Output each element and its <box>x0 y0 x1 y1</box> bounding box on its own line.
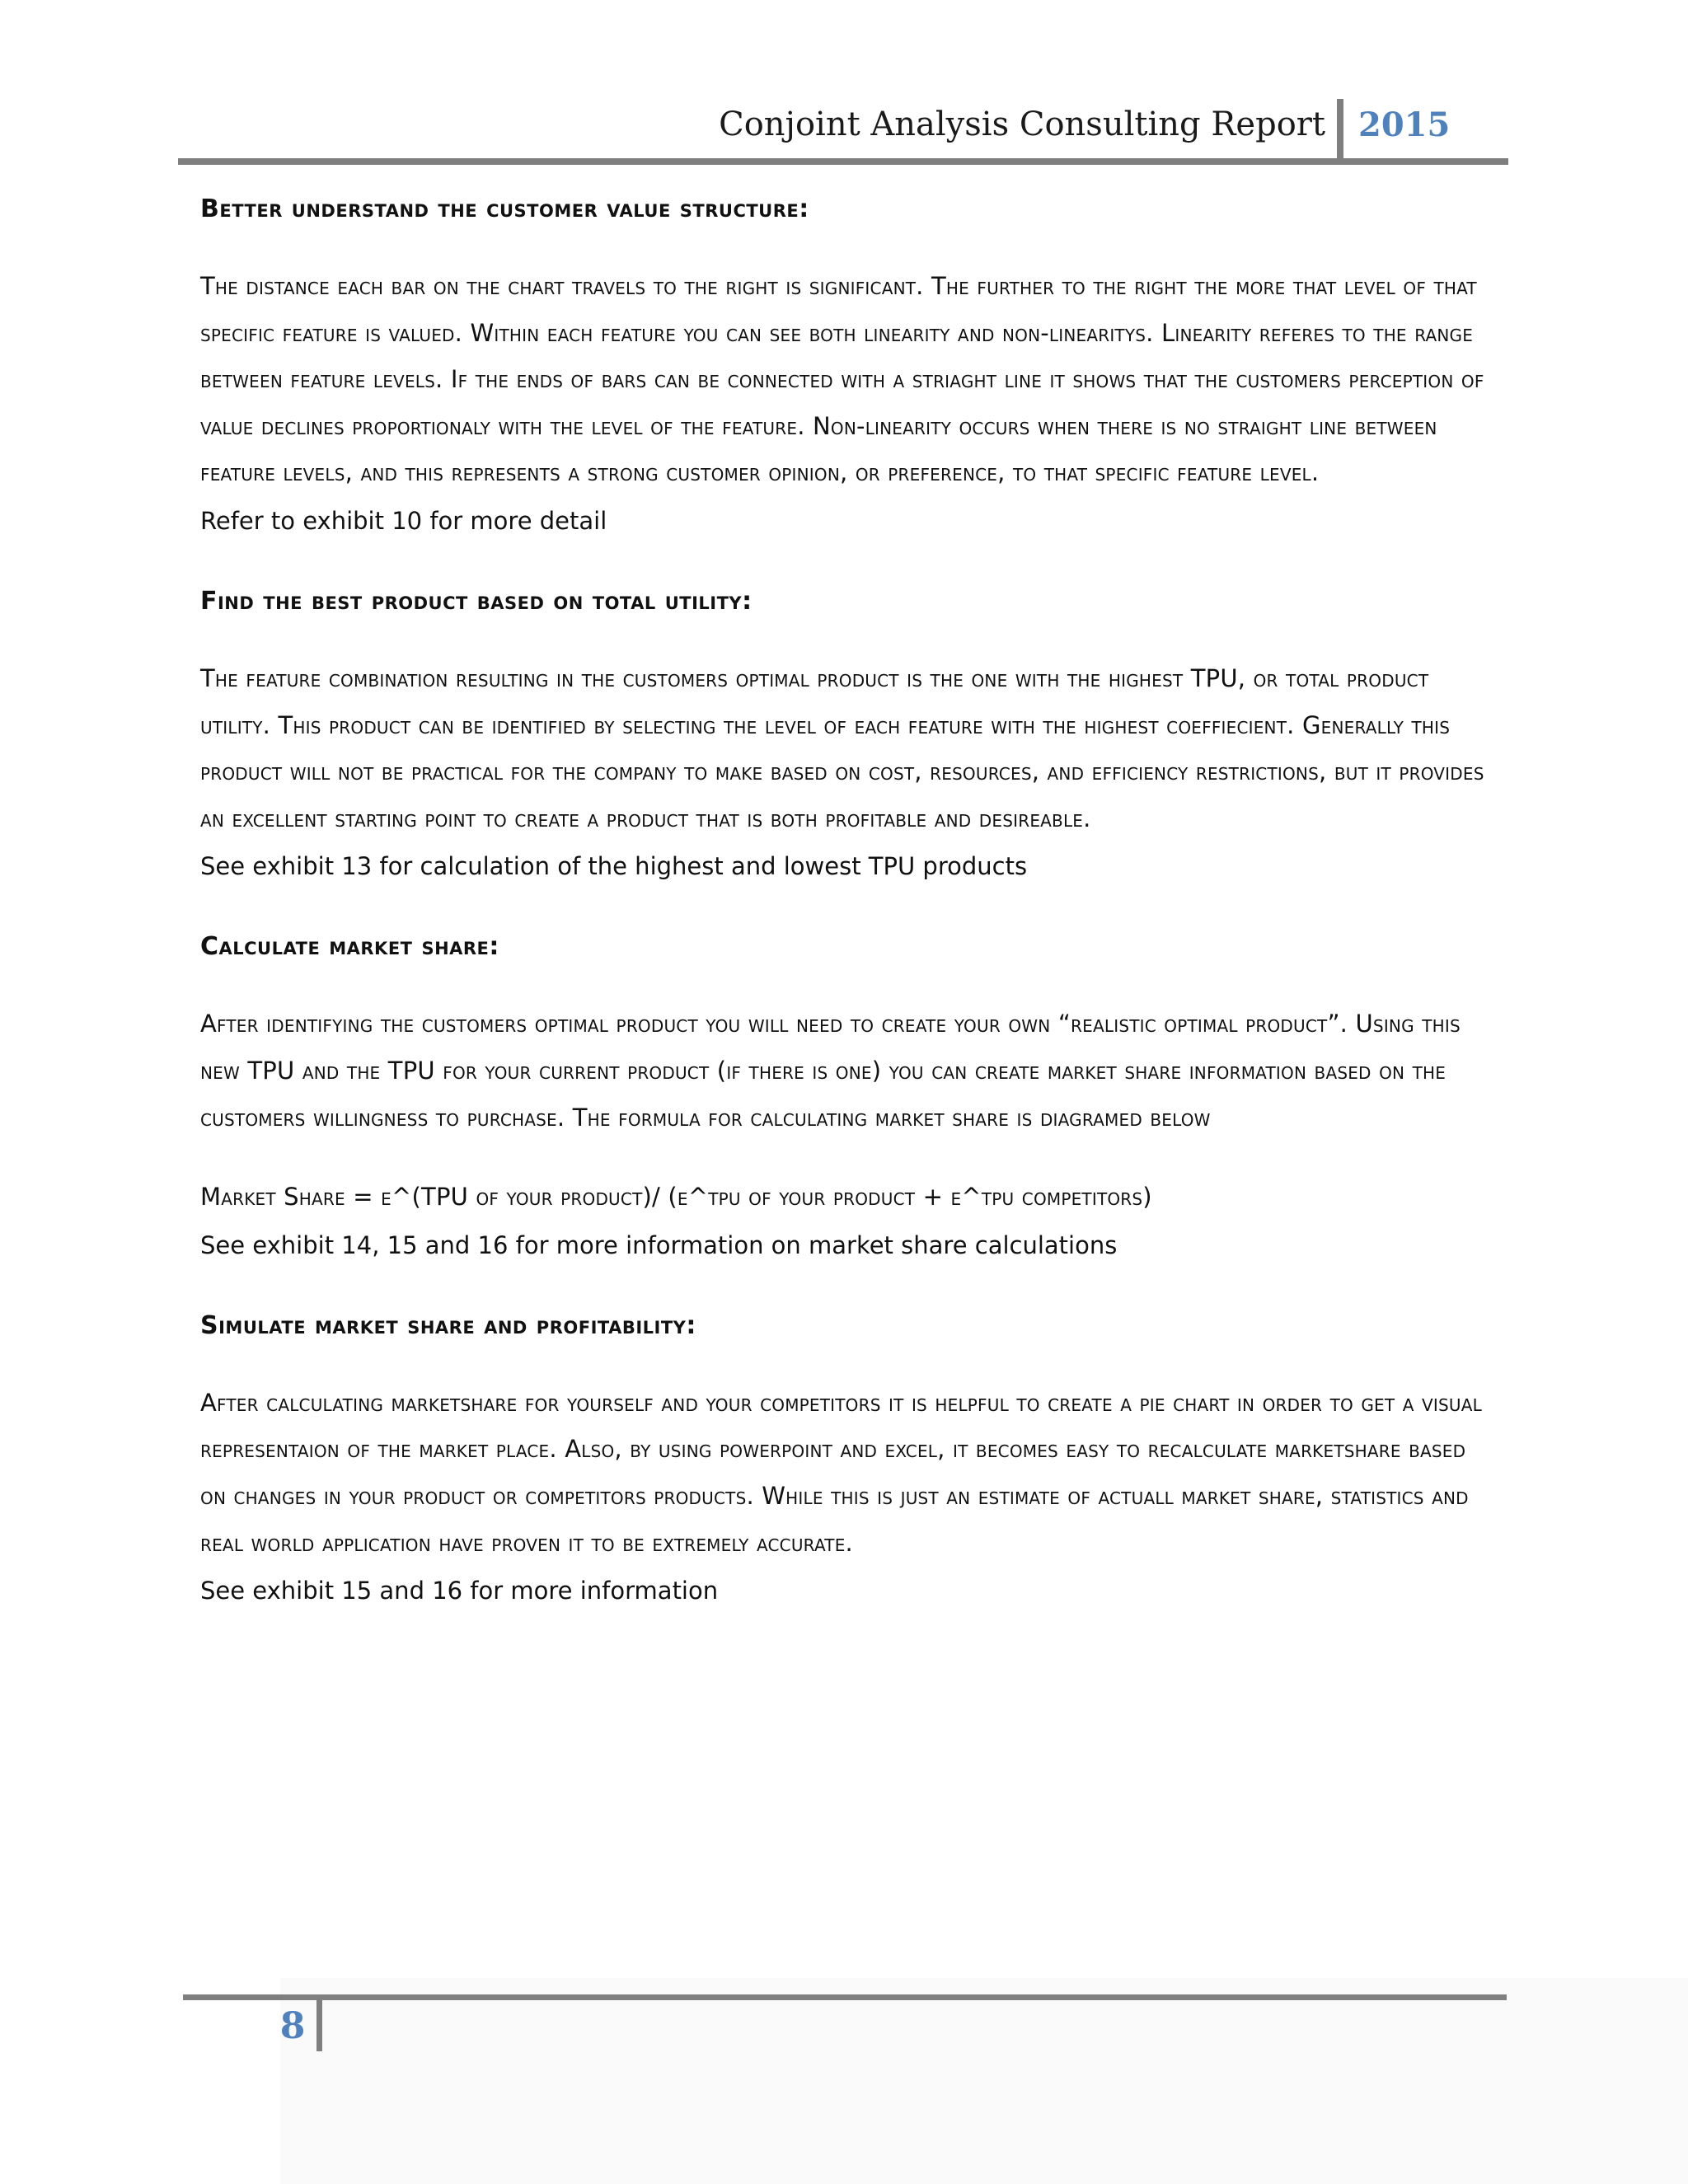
market-share-formula: Market Share = e^(TPU of your product)/ (e^tpu of your product + e^tpu competitors) <box>200 1183 1152 1212</box>
section-heading: Better understand the customer value structure: <box>200 194 809 223</box>
exhibit-reference: See exhibit 13 for calculation of the highest and lowest TPU products <box>200 852 1028 881</box>
section-market-share <box>200 932 1486 1266</box>
section-paragraph: After identifying the customers optimal product you will need to create your own “realistic optimal product”. Using this new TPU and the TPU for your current product (if there is one) you can create market share information based on the customers willingness to purchase. The formula for calculating market share is diagramed below <box>200 1010 1461 1132</box>
exhibit-reference: See exhibit 15 and 16 for more information <box>200 1577 719 1605</box>
section-heading: Simulate market share and profitability: <box>200 1310 696 1340</box>
section-paragraph: The feature combination resulting in the customers optimal product is the one with the highest TPU, or total product utility. This product can be identified by selecting the level of each feature with the highest coeffiecient. Generally this product will not be practical for the company to make based on cost, resources, and efficiency restrictions, but it provides an excellent starting point to create a product that is both profitable and desireable. <box>200 663 1484 832</box>
section-simulate <box>200 1311 1486 1612</box>
report-body <box>200 194 1486 1612</box>
page-shadow <box>280 1978 1688 2184</box>
exhibit-reference: See exhibit 14, 15 and 16 for more information on market share calculations <box>200 1230 1118 1259</box>
section-heading: Find the best product based on total utility: <box>200 586 753 616</box>
section-value-structure <box>200 194 1486 542</box>
section-best-product <box>200 587 1486 888</box>
header-rule <box>178 158 1508 165</box>
section-paragraph: After calculating marketshare for yourself and your competitors it is helpful to create a pie chart in order to get a visual representaion of the market place. Also, by using powerpoint and excel, it becomes easy to recalculate marketshare based on changes in your product or competitors products. While this is just an estimate of actuall market share, statistics and real world application have proven it to be extremely accurate. <box>200 1388 1482 1557</box>
footer-rule <box>183 1994 1507 2000</box>
footer-separator <box>316 2000 322 2051</box>
page-number: 8 <box>279 2005 306 2047</box>
exhibit-reference: Refer to exhibit 10 for more detail <box>200 506 607 535</box>
section-paragraph: The distance each bar on the chart travels to the right is significant. The further to the right the more that level of that specific feature is valued. Within each feature you can see both linearity and non-linearitys. Linearity referes to the range between feature levels. If the ends of bars can be connected with a striaght line it shows that the customers perception of value declines proportionaly with the level of the feature. Non-linearity occurs when there is no straight line between feature levels, and this represents a strong customer opinion, or preference, to that specific feature level. <box>200 272 1484 487</box>
header-separator <box>1337 99 1343 160</box>
header-year: 2015 <box>1358 105 1451 144</box>
section-heading: Calculate market share: <box>200 932 499 962</box>
header-title: Conjoint Analysis Consulting Report <box>719 105 1325 143</box>
